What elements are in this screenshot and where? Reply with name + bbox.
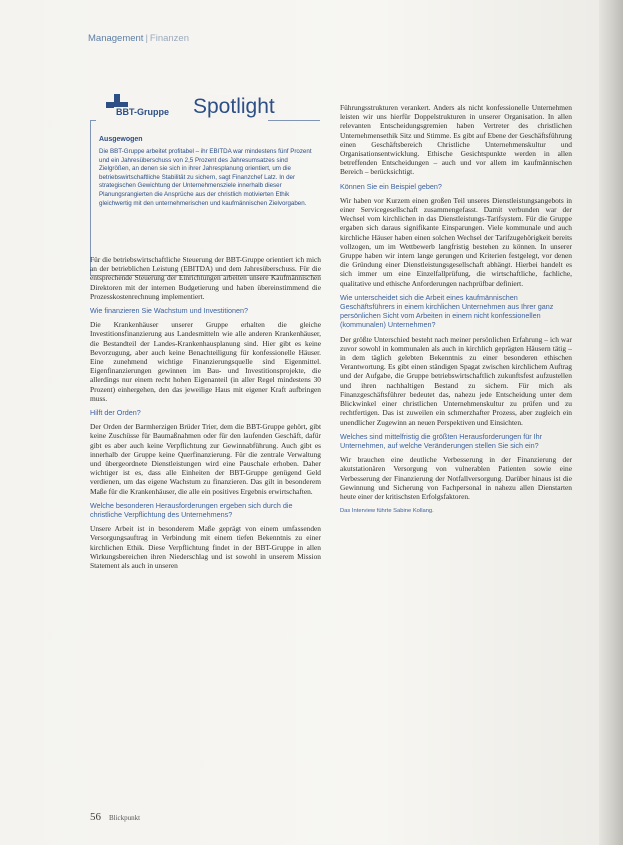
page-binding-shadow [599, 0, 623, 845]
body-paragraph: Unsere Arbeit ist in besonderem Maße geprägt von einem umfassenden Versorgungsauftrag in Verbindung mit einem tiefen Bekenntnis zu einer kirchlichen Ethik. Diese Verpflichtung findet in der BBT-Gruppe in allen Wirkungsbereichen ihren Niederschlag und ist sowohl in unserem Mission Statement als auch in unseren [90, 524, 321, 571]
body-paragraph: Wir haben vor Kurzem einen großen Teil unseres Dienstleistungsangebots in einer Servicegesellschaft zusammengefasst. Damit verbunden war der Wechsel vom kirchlichen in das Dienstleistungs-Tarifsystem. Für die Gruppe ergaben sich daraus signifikante Einsparungen. Viele kommunale und auch kirchliche Häuser haben einen solchen Wechsel der Tarifzugehörigkeit bereits vollzogen, um im Wettbewerb langfristig bestehen zu können. In unserer Gruppe haben wir intern lange gerungen und Kriterien festgelegt, vor denen die Gründung einer Dienstleistungsgesellschaft abhängt. Hierbei handelt es sich immer um eine Einzelfallprüfung, die wirtschaftliche, fachliche, qualitative und ethische Anforderungen nachprüfbar definiert. [340, 195, 572, 288]
body-paragraph: Führungsstrukturen verankert. Anders als nicht konfessionelle Unternehmen leisten wir uns hierfür Doppelstrukturen in unserer Organisation. In allen relevanten Entscheidungsgremien haben Vertreter des christlichen Unternehmensethik Sitz und Stimme. Es gibt auf Ebene der Geschäftsführung einen Geschäftsbereich Christliche Unternehmenskultur und Organisationsentwicklung. Ethische Gesichtspunkte werden in allen betreffenden Entscheidungen – auch und vor allem im kaufmännischen Bereich – berücksichtigt. [340, 103, 572, 177]
page-footer [90, 811, 140, 823]
interview-question: Welche besonderen Herausforderungen ergeben sich durch die christliche Verpflichtung des Unternehmens? [90, 500, 293, 520]
logo-text: BBT-Gruppe [116, 107, 169, 117]
spotlight-frame-top-right [268, 120, 320, 121]
spotlight-box [90, 92, 322, 278]
spotlight-heading: Ausgewogen [99, 136, 143, 143]
magazine-name: Blickpunkt [109, 814, 141, 822]
section-separator: | [145, 33, 148, 44]
bbt-logo [92, 94, 182, 124]
left-column [90, 255, 321, 575]
body-paragraph: Für die betriebswirtschaftliche Steuerung der BBT-Gruppe orientiert ich mich an der betrieblichen Leistung (EBITDA) und dem Jahresüberschuss. Für die entsprechende Steuerung der Einrichtungen arbeiten unsere Kaufmännischen Direktoren mit der internen Budgetierung und haben übereinstimmend die Prozesskostenrechnung implementiert. [90, 255, 321, 301]
body-paragraph: Der größte Unterschied besteht nach meiner persönlichen Erfahrung – ich war zuvor sowohl in kommunalen als auch in kirchlich geprägten Häusern tätig – in dem täglich gelebten Bekenntnis zu einer besonderen ethischen Verantwortung. Es gibt einen ständigen Spagat zwischen kirchlichem Auftrag und der Aufgabe, die Gruppe betriebswirtschaftlich zukunftsfest aufzustellen und ihren nachhaltigen Bestand zu sichern. Für mich als Finanzgeschäftsführer bedeutet das, nahezu jede Entscheidung unter dem Blickwinkel einer christlichen Unternehmenskultur zu prüfen und zu rechtfertigen. Das ist zuweilen ein schmerzhafter Prozess, aber zugleich ein unendlicher Zugewinn an neuen Perspektiven und Einsichten. [340, 334, 572, 427]
section-label: Management [88, 33, 144, 44]
interview-question: Können Sie ein Beispiel geben? [340, 181, 442, 191]
body-paragraph: Die Krankenhäuser unserer Gruppe erhalten die gleiche Investitionsfinanzierung aus Landesmitteln wie alle anderen Krankenhäuser, die Bestandteil der Landes-Krankenhausplanung sind. Hier gibt es keine Bevorzugung, aber auch keine Benachteiligung für konfessionelle Häuser. Eine zunehmend wichtige Finanzierungsquelle sind Eigenmittel. Eigenfinanzierungen gewinnen im Bau- und Investitionsprojekte, die allerdings nur einem recht hohen Eigenanteil (in aller Regel mindestens 30 Prozent) einhergehen, den das jeweilige Haus mit eigener Kraft aufbringen muss. [90, 320, 321, 403]
body-paragraph: Wir brauchen eine deutliche Verbesserung in der Finanzierung der akutstationären Versorgung von vulnerablen Patienten sowie eine Verbesserung der Finanzierung der Notfallversorgung. Darüber hinaus ist die Gewinnung und Sicherung von Fachpersonal in nahezu allen Dienstarten heute einer der kritischsten Erfolgsfaktoren. [340, 455, 572, 501]
interview-signature: Das Interview führte Sabine Kollang. [340, 508, 434, 515]
interview-question: Welches sind mittelfristig die größten Herausforderungen für Ihr Unternehmen, auf welche Veränderungen stellen Sie sich ein? [340, 431, 543, 450]
subsection-label: Finanzen [149, 33, 190, 44]
section-header [88, 33, 189, 44]
spotlight-title: Spotlight [190, 95, 278, 119]
interview-question: Wie unterscheidet sich die Arbeit eines kaufmännischen Geschäftsführers in einem kirchlichen Unternehmen aus Ihrer ganz persönlichen Sicht vom Arbeiten in einem nicht konfessionellen (kommunalen) Unternehmen? [340, 292, 554, 330]
right-column [340, 103, 572, 516]
page-number: 56 [90, 811, 101, 823]
interview-question: Hilft der Orden? [90, 408, 141, 418]
body-paragraph: Der Orden der Barmherzigen Brüder Trier, dem die BBT-Gruppe gehört, gibt keine Zuschüsse für Baumaßnahmen oder für den laufenden Geschäft, dafür gibt es aber auch keine Verpflichtung zur Gewinnabführung. Auch gibt es innerhalb der Gruppe keine Querfinanzierung. Für die zentrale Verwaltung und übergeordnete Dienstleistungen wird eine Pauschale erhoben. Daher wichtiger ist es, dass alle Einheiten der BBT-Gruppe genügend Geld verdienen, um das eigene Wachstum zu finanzieren. Das gilt in besonderem Maße für die Krankenhäuser, die alle ein positives Ergebnis erwirtschaften. [90, 422, 321, 496]
spotlight-text: Die BBT-Gruppe arbeitet profitabel – ihr EBITDA war mindestens fünf Prozent und ein Jahresüberschuss von 2,5 Prozent des Jahresumsatzes sind Zielgrößen, an denen sie sich in ihrer Jahresplanung orientiert, um die betriebswirtschaftliche Stabilität zu sichern, sagt Finanzchef Latz. In der strategischen Gewichtung der Unternehmensziele innerhalb dieser Planungsrangierten die Ansprüche aus der christlich motivierten Ethik gleichwertig mit den unternehmerischen und kaufmännischen Zielvorgaben. [99, 148, 312, 207]
interview-question: Wie finanzieren Sie Wachstum und Investitionen? [90, 306, 248, 316]
